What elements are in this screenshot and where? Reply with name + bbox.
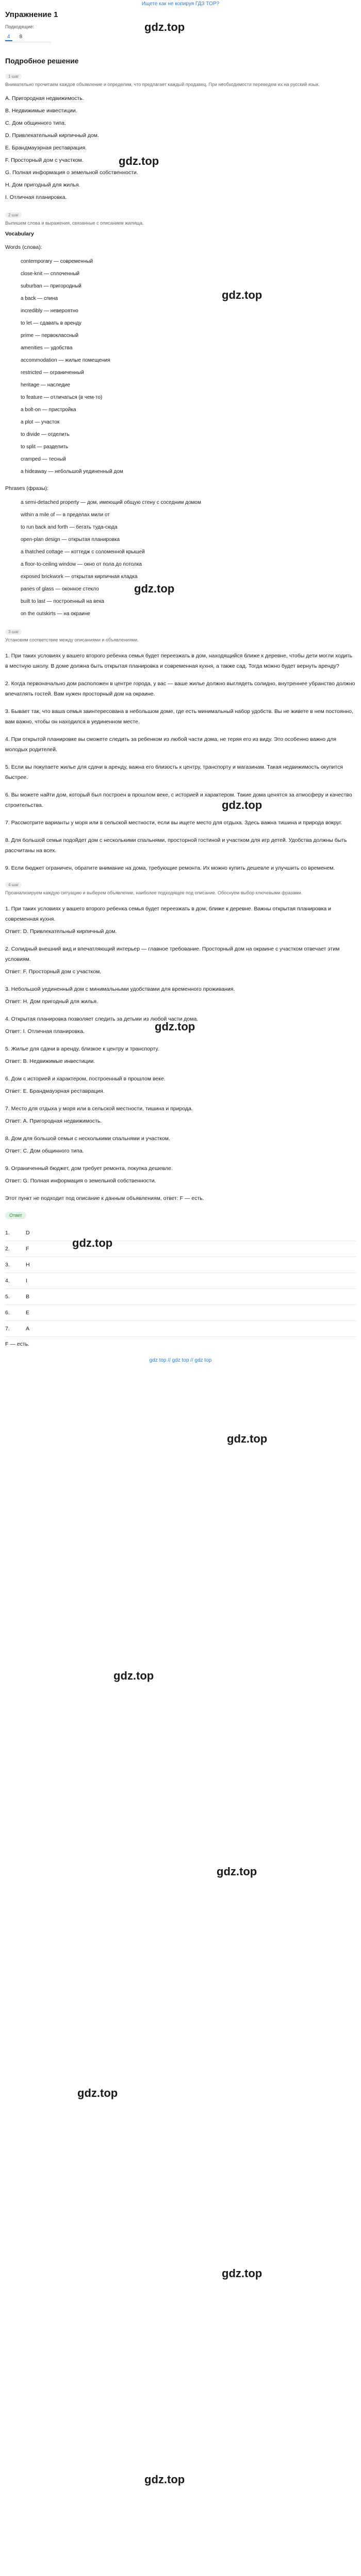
vocab-word: a bolt-on — пристройка [21, 407, 76, 413]
top-link[interactable] [5, 0, 356, 7]
vocab-word: incredibly — невероятно [21, 308, 78, 314]
task-2-description: Выпишем слова и выражения, связанные с описанием жилища. [5, 221, 144, 226]
task-1-description: Внимательно прочитаем каждое объявление и определим, что предлагает каждый продавец. При необходимости переведем их на русский язык. [5, 82, 320, 87]
final-answer-row [5, 1273, 356, 1289]
task-4-answer: Ответ: G. Полная информация о земельной собственности. [5, 1178, 156, 1184]
final-answer-badge: Ответ [5, 1212, 26, 1219]
task-4-answer: Ответ: D. Привлекательный кирпичный дом. [5, 928, 117, 935]
bottom-links[interactable] [5, 1358, 356, 1363]
final-answer-value: A [26, 1326, 30, 1332]
vocab-word: to feature — отличаться (в чем-то) [21, 395, 103, 400]
task-3-badge: 3 шаг [5, 629, 22, 635]
final-answer-number: 7. [5, 1326, 10, 1332]
vocab-word: accommodation — жилые помещения [21, 358, 110, 363]
vocab-phrase: within a mile of — в пределах мили от [21, 512, 110, 518]
vocab-word: suburban — пригородный [21, 283, 81, 289]
vocab-word: a plot — участок [21, 419, 60, 425]
task-3-paragraph: 8. Для большой семьи подойдет дом с несколькими спальнями, просторной гостиной и участком для игр детей. Удобства должны быть рассчитаны на всех. [5, 837, 347, 854]
task-4-answer: Ответ: H. Дом пригодный для жилья. [5, 998, 98, 1005]
vocab-phrase: on the outskirts — на окраине [21, 611, 90, 617]
watermark: gdz.top [222, 799, 262, 811]
watermark: gdz.top [222, 289, 262, 301]
final-answer-value: H [26, 1262, 30, 1268]
answer-line: G. Полная информация о земельной собственности. [5, 170, 138, 176]
task-1 [5, 73, 356, 204]
vocab-word: amenities — удобства [21, 345, 73, 351]
watermark: gdz.top [222, 2267, 262, 2280]
watermark: gdz.top [144, 2473, 185, 2486]
task-4-paragraph: 9. Ограниченный бюджет, дом требует ремонта, покупка дешевле. [5, 1165, 173, 1172]
task-3-description: Установим соответствие между описаниями и объявлениями. [5, 637, 139, 642]
final-answer-last-line: F — есть. [5, 1341, 30, 1347]
final-answer-value: D [26, 1230, 30, 1236]
task-3-paragraph: 4. При открытой планировке вы сможете следить за ребенком из любой части дома, не теряя его из виду. Это особенно важно для молодых родителей. [5, 736, 337, 753]
final-answer-value: F [26, 1246, 29, 1252]
answer-line: D. Привлекательный кирпичный дом. [5, 132, 99, 139]
task-4-paragraph: 8. Дом для большой семьи с несколькими спальнями и участком. [5, 1136, 170, 1142]
phrases-label: Phrases (фразы): [5, 485, 48, 492]
task-4-items [5, 904, 356, 1186]
watermark: gdz.top [113, 1669, 154, 1682]
task-3-paragraph: 7. Рассмотрите варианты у моря или в сельской местности, если вы ищете место для отдыха. Здесь важна тишина и природа вокруг. [5, 820, 342, 826]
exercise-meta: Подходящие: [5, 24, 34, 29]
final-answer-number: 3. [5, 1262, 10, 1268]
vocab-phrase: to run back and forth — бегать туда-сюда [21, 524, 118, 530]
vocab-phrase: panes of glass — оконное стекло [21, 586, 99, 592]
phrases-list [5, 497, 356, 620]
answer-line: E. Брандмауэрная реставрация. [5, 145, 87, 151]
vocab-word: prime — первоклассный [21, 333, 79, 338]
task-4-answer: Ответ: I. Отличная планировка. [5, 1028, 85, 1035]
vocab-word: heritage — наследие [21, 382, 70, 388]
final-answer-row [5, 1225, 356, 1241]
task-3-paragraph: 5. Если вы покупаете жилье для сдачи в аренду, важна его близость к центру, транспорту и магазинам. Такая недвижимость окупится быстрее. [5, 764, 343, 781]
task-4-paragraph: 2. Солидный внешний вид и впечатляющий интерьер — главное требование. Просторный дом на окраине с участком отвечает этим условиям. [5, 946, 340, 962]
final-answer-number: 6. [5, 1310, 10, 1316]
final-answer-number: 1. [5, 1230, 10, 1236]
task-4-answer: Ответ: A. Пригородная недвижимость. [5, 1118, 102, 1124]
task-4-paragraph: 1. При таких условиях у вашего второго ребенка семья будет переезжать в дом, ближе к деревне. Важны открытая планировка и современная кухня. [5, 906, 332, 922]
task-4-paragraph: 3. Небольшой уединенный дом с минимальными удобствами для временного проживания. [5, 986, 235, 992]
final-answer-row [5, 1321, 356, 1336]
vocab-word: a back — спина [21, 296, 58, 301]
answer-line: F. Просторный дом с участком. [5, 157, 84, 163]
vocab-word: cramped — тесный [21, 456, 66, 462]
answer-line: B. Недвижимые инвестиции. [5, 108, 77, 114]
answer-line: A. Пригородная недвижимость. [5, 95, 84, 101]
task-4-answer: Ответ: B. Недвижимые инвестиции. [5, 1058, 95, 1064]
toggle-option-b[interactable]: 8 [19, 33, 23, 40]
vocab-phrase: open-plan design — открытая планировка [21, 537, 120, 543]
vocab-word: to split — разделить [21, 444, 69, 450]
vocab-word: to let — сдавать в аренду [21, 320, 81, 326]
task-4-badge: 4 шаг [5, 882, 22, 888]
vocab-phrase: a floor-to-ceiling window — окно от пола до потолка [21, 562, 142, 567]
answer-line: I. Отличная планировка. [5, 194, 67, 200]
task-3-paragraph: 1. При таких условиях у вашего второго ребенка семья будет переезжать в дом, находящийся ближе к деревне, чтобы дети могли ходить в местную школу. В доме должна быть открытая планировка и современная кухня, а также сад. Тогда можно будет вернуть аренду? [5, 653, 353, 669]
solution-title: Подробное решение [5, 57, 79, 65]
final-answer [5, 1212, 356, 1349]
task-2 [5, 212, 356, 620]
toggle-option-a[interactable]: 4 [5, 34, 12, 40]
final-answer-list [5, 1225, 356, 1337]
final-answer-number: 4. [5, 1278, 10, 1284]
final-answer-row [5, 1305, 356, 1320]
watermark: gdz.top [119, 155, 159, 167]
bottom-links-anchor[interactable]: gdz top // gdz top // gdz top [149, 1358, 212, 1363]
words-label: Words (слова): [5, 244, 42, 250]
watermark: gdz.top [72, 1236, 113, 1249]
final-answer-divider [5, 1336, 356, 1337]
watermark: gdz.top [155, 1020, 195, 1033]
vocabulary-heading: Vocabulary [5, 231, 34, 237]
final-answer-row [5, 1241, 356, 1257]
task-1-badge: 1 шаг [5, 74, 22, 79]
task-3-paragraph: 2. Когда первоначально дом расположен в центре города, у вас — ваше жилье должно выглядеть солидно, внутреннее убранство должно впечатлять гостей. Вам нужен просторный дом на окраине. [5, 681, 355, 697]
vocab-phrase: a semi-detached property — дом, имеющий общую стену с соседним домом [21, 500, 201, 505]
task-4 [5, 882, 356, 1204]
task-1-answers [5, 92, 356, 204]
task-3 [5, 629, 356, 873]
vocab-word: restricted — ограниченный [21, 370, 84, 376]
task-3-paragraph: 9. Если бюджет ограничен, обратите внимание на дома, требующие ремонта. Их можно купить дешевле и улучшить со временем. [5, 865, 335, 871]
watermark: gdz.top [217, 1865, 257, 1878]
watermark: gdz.top [227, 1432, 268, 1445]
task-3-paragraph: 3. Бывает так, что ваша семья заинтересована в небольшом доме, где есть минимальный набор удобств. Вы не живете в нем постоянно, вам важно, чтобы он находился в уединенном месте. [5, 708, 353, 725]
final-answer-number: 5. [5, 1294, 10, 1300]
vocab-phrase: exposed brickwork — открытая кирпичная кладка [21, 574, 138, 580]
answer-line: C. Дом общинного типа. [5, 120, 66, 126]
top-link-anchor[interactable]: Ищете как не копируя ГДЗ TOP? [141, 1, 220, 7]
vocab-word: contemporary — современный [21, 259, 93, 264]
vocab-word: a hideaway — небольшой уединенный дом [21, 469, 123, 474]
answer-line: H. Дом пригодный для жилья. [5, 182, 80, 188]
task-4-answer: Ответ: C. Дом общинного типа. [5, 1148, 84, 1154]
vocab-word: to divide — отделить [21, 432, 70, 437]
watermark: gdz.top [144, 21, 185, 33]
task-3-paragraph: 6. Вы можете найти дом, который был построен в прошлом веке, с историей и характером. Такие дома ценятся за атмосферу и качество строительства. [5, 792, 352, 808]
vocab-word: close-knit — сплоченный [21, 271, 80, 277]
final-answer-row [5, 1257, 356, 1273]
final-answer-row [5, 1289, 356, 1304]
watermark: gdz.top [77, 2087, 118, 2099]
vocab-phrase: built to last — построенный на века [21, 599, 104, 604]
final-answer-value: E [26, 1310, 30, 1316]
vocab-phrase: a thatched cottage — коттедж с соломенной крышей [21, 549, 145, 555]
final-answer-value: B [26, 1294, 30, 1300]
task-2-badge: 2 шаг [5, 212, 22, 218]
task-4-answer: Ответ: F. Просторный дом с участком. [5, 969, 102, 975]
task-4-footer: Этот пункт не подходит под описание к данным объявлениям, ответ: F — есть. [5, 1195, 204, 1201]
words-list [5, 256, 356, 478]
exercise-title: Упражнение 1 [5, 10, 58, 19]
task-4-answer: Ответ: E. Брандмауэрная реставрация. [5, 1088, 105, 1094]
task-4-description: Проанализируем каждую ситуацию и выберем объявление, наиболее подходящее под описание. Обоснуем выбор ключевыми фразами. [5, 890, 303, 895]
task-4-paragraph: 6. Дом с историей и характером, построенный в прошлом веке. [5, 1076, 166, 1082]
task-4-paragraph: 4. Открытая планировка позволяет следить за детьми из любой части дома. [5, 1016, 199, 1022]
task-4-paragraph: 7. Место для отдыха у моря или в сельской местности, тишина и природа. [5, 1106, 193, 1112]
final-answer-value: I [26, 1278, 27, 1284]
task-4-paragraph: 5. Жилье для сдачи в аренду, близкое к центру и транспорту. [5, 1046, 159, 1052]
watermark: gdz.top [134, 582, 175, 595]
final-answer-number: 2. [5, 1246, 10, 1252]
task-3-paragraphs [5, 651, 356, 873]
